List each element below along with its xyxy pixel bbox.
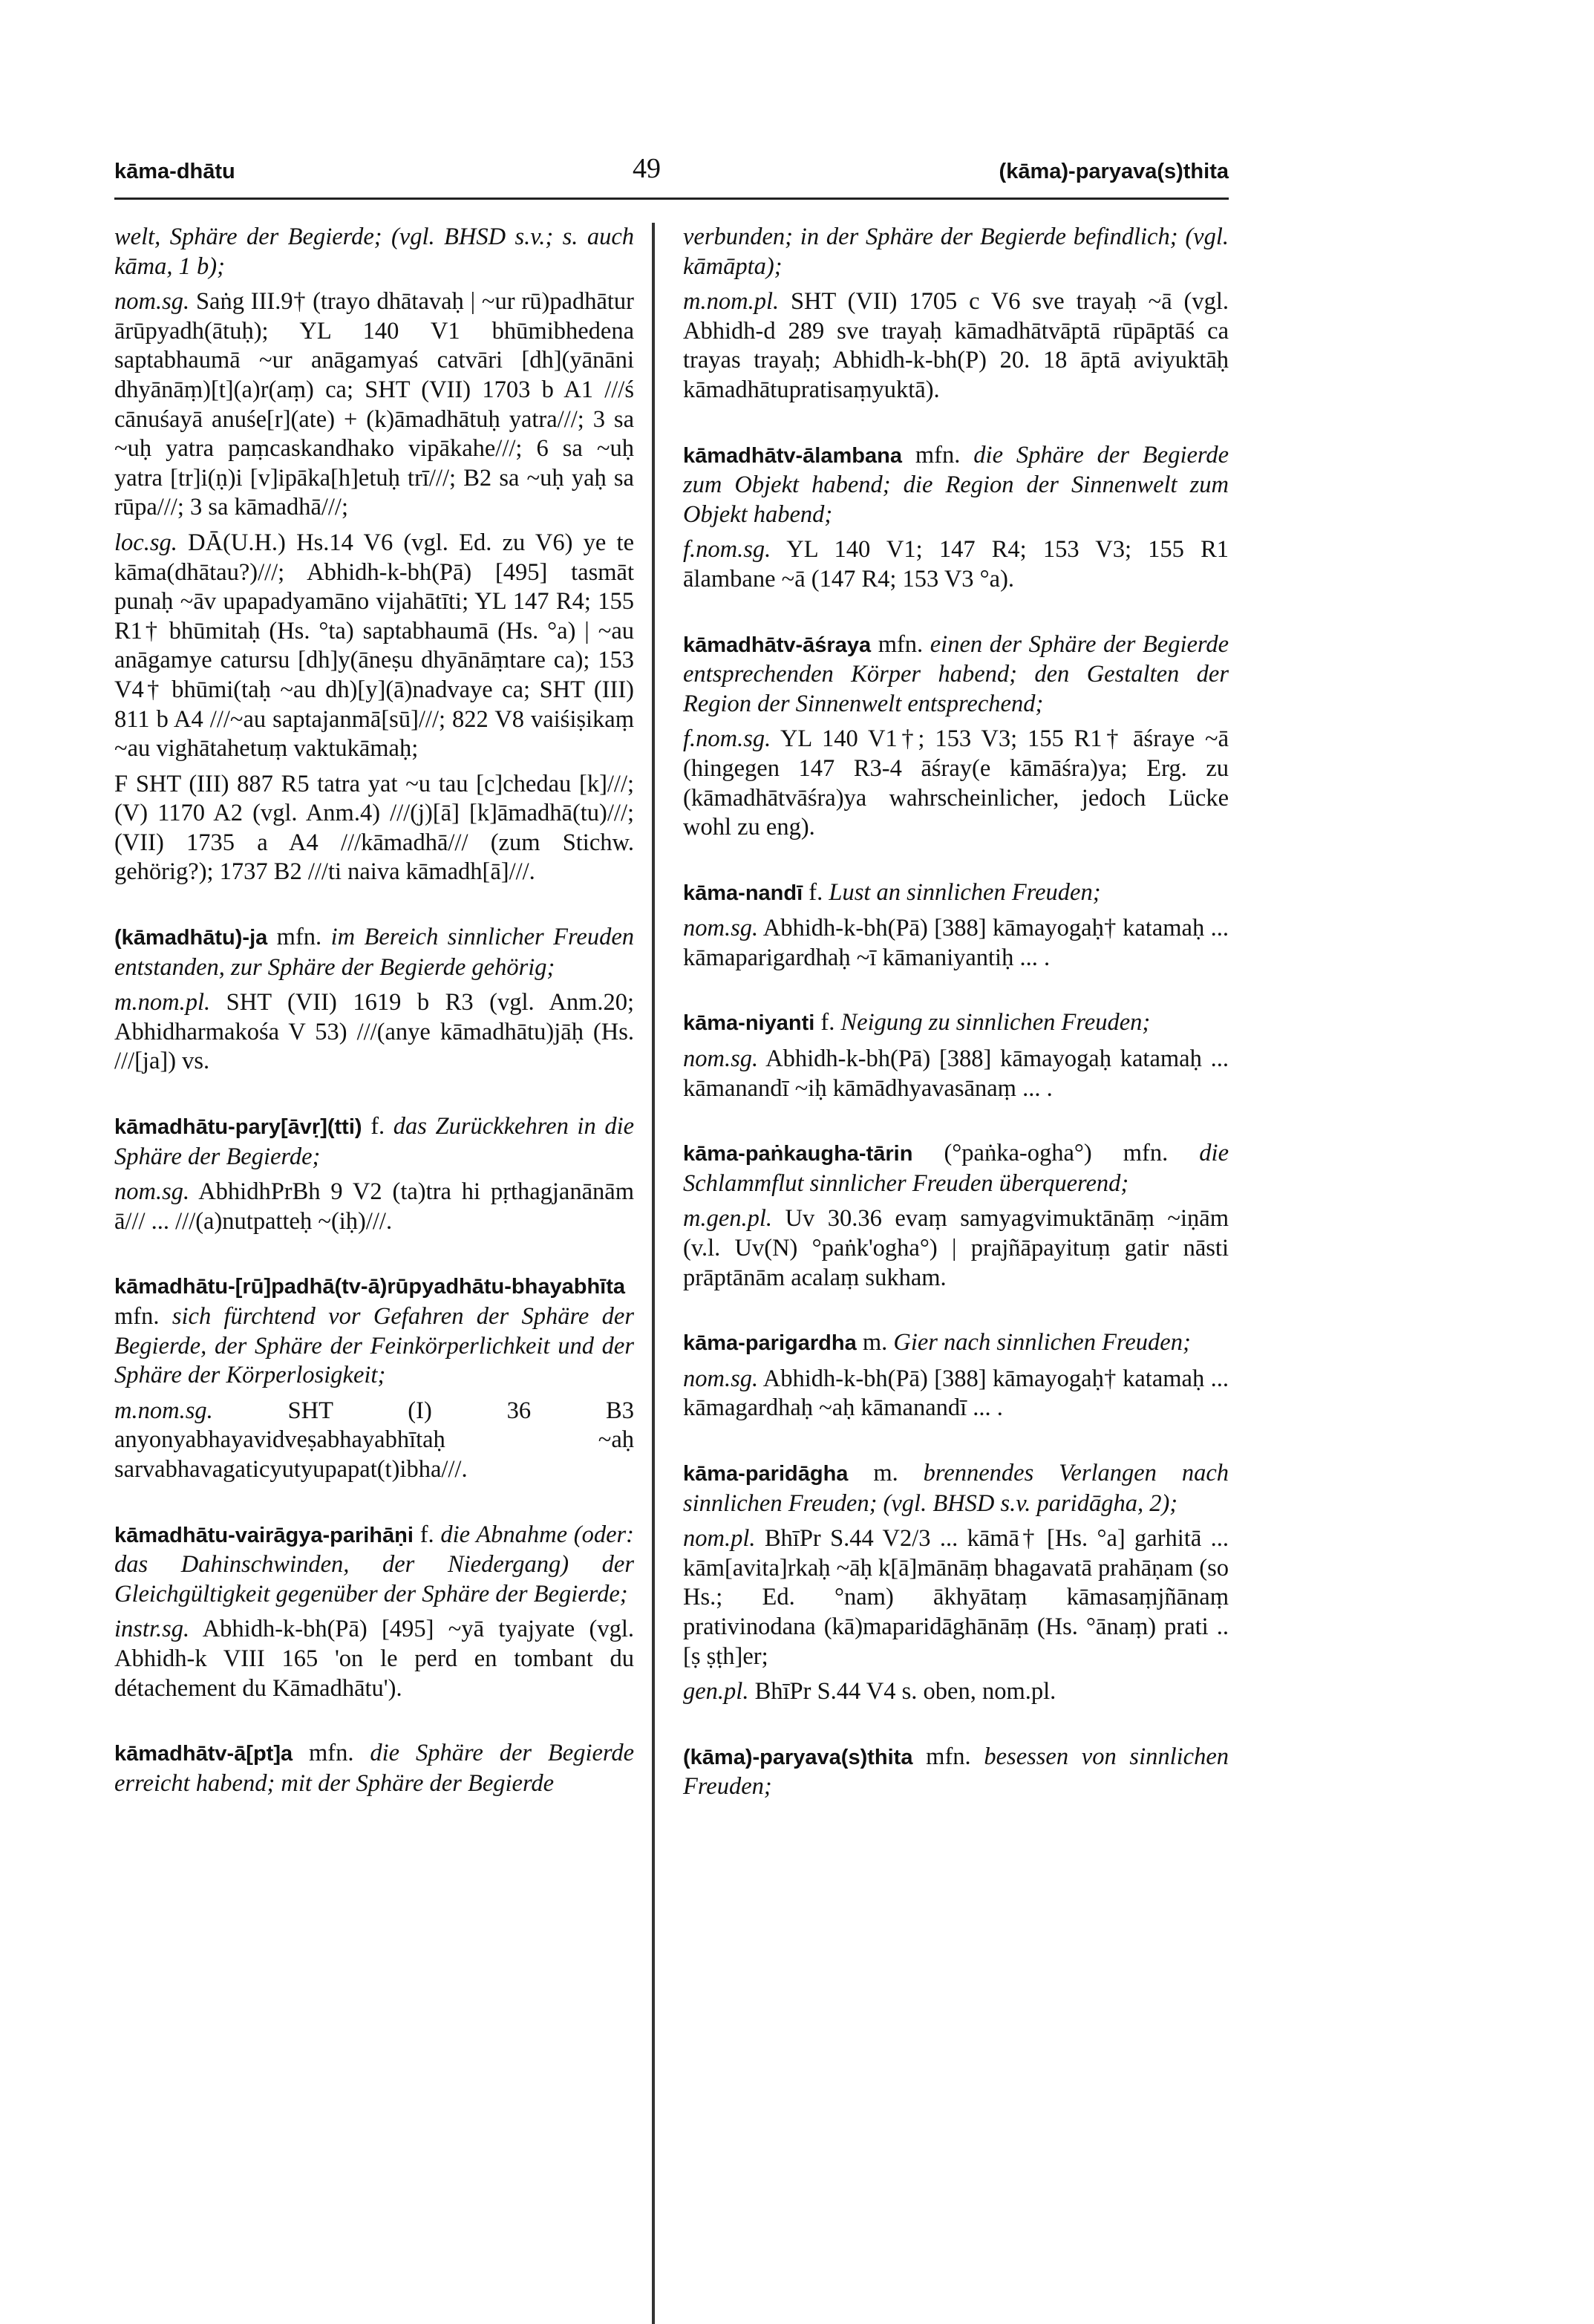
definition: Gier nach sinnlichen Freuden; [893,1329,1191,1357]
definition: welt, Sphäre der Begierde; (vgl. BHSD s.v.; s. auch kāma, 1 b); [114,223,634,280]
right-column [683,223,1229,1802]
entry-kamadhatv-alambana [683,441,1229,595]
citation: Abhidh-k-bh(Pā) [388] kāmayogaḥ katamaḥ ... kāmanandī ~iḥ kāmādhyavasānaṃ ... . [683,1045,1229,1102]
headword: kāmadhātv-ā[pt]a [114,1742,293,1766]
part-of-speech: mfn. [114,1303,160,1330]
grammar-label: instr.sg. [114,1616,190,1643]
fragment-label: F [114,770,128,797]
definition: Lust an sinnlichen Freuden; [829,878,1101,906]
definition: im Bereich sinnlicher Freuden entstanden, zur Sphäre der Begierde gehörig; [114,924,634,981]
part-of-speech: m. [873,1460,898,1486]
headword: (kāma)-paryava(s)thita [683,1745,913,1769]
grammar-label: loc.sg. [114,529,177,556]
entry-kama-paryavasthita [683,1743,1229,1802]
headword: kāmadhātu-vairāgya-parihāṇi [114,1523,414,1547]
definition: die Sphäre der Begierde zum Objekt habend; die Region der Sinnenwelt zum Objekt habend; [683,441,1229,528]
citation: SHT (VII) 1619 b R3 (vgl. Anm.20; Abhidharmakośa V 53) ///(anye kāmadhātu)jāḥ (Hs. ///[ja]) vs. [114,989,634,1075]
entry-kama-pankaugha-tarin [683,1139,1229,1293]
part-of-speech: f. [820,1009,835,1037]
entry-kamadhatu-continued [114,223,634,887]
definition: brennendes Verlangen nach sinnlichen Freuden; (vgl. BHSD s.v. paridāgha, 2); [683,1460,1229,1517]
entry-kama-paridagha [683,1459,1229,1707]
citation: SHT (III) 887 R5 tatra yat ~u tau [c]chedau [k]///; (V) 1170 A2 (vgl. Anm.4) ///(j)[ā] [k]āmadhā(tu)///; (VII) 1735 a A4 ///kāmadhā/// (zum Stichw. gehörig?); 1737 B2 ///ti naiva kāmadh[ā]///. [114,770,635,886]
headword: kāmadhātv-ālambana [683,443,902,468]
part-of-speech: mfn. [309,1740,354,1767]
definition: die Schlammflut sinnlicher Freuden überquerend; [683,1140,1229,1197]
part-of-speech: f. [419,1521,434,1548]
citation: Abhidh-k-bh(Pā) [388] kāmayogaḥ† katamaḥ ... kāmaparigardhaḥ ~ī kāmaniyantiḥ ... . [683,915,1229,971]
grammar-label: m.nom.pl. [114,989,211,1016]
column-divider [652,223,655,2324]
header-left-guideword: kāma-dhātu [114,160,235,183]
headword: kāma-parigardha [683,1331,857,1356]
grammar-label: gen.pl. [683,1678,749,1706]
grammar-label: nom.sg. [114,288,190,316]
definition: das Zurückkehren in die Sphäre der Begierde; [114,1113,635,1170]
citation: BhīPr S.44 V4 s. oben, nom.pl. [754,1678,1056,1706]
part-of-speech: mfn. [276,924,322,951]
entry-kamadhatu-paryavrtti [114,1112,634,1236]
part-of-speech: f. [809,878,823,906]
headword: kāmadhātv-āśraya [683,633,872,657]
citation: Saṅg III.9† (trayo dhātavaḥ | ~ur rū)padhātur ārūpyadh(ātuḥ); YL 140 V1 bhūmibhedena saptabhaumā ~ur anāgamyaś catvāri [dh](yānāni dhyānāṃ)[t](a)r(aṃ) ca; SHT (VII) 1703 b A1 ///ś cānuśayā anuśe[r](ate) + (k)āmadhātuḥ yatra///; 3 sa ~uḥ yatra paṃcaskandhako vipākahe///; 6 sa ~uḥ yatra [tr]i(ṇ)i [v]ipāka[h]etuḥ trī///; B2 sa ~uḥ yaḥ sa rūpa///; 3 sa kāmadhā///; [114,288,635,521]
part-of-speech: f. [370,1113,385,1140]
citation: Abhidh-k-bh(Pā) [388] kāmayogaḥ† katamaḥ ... kāmagardhaḥ ~aḥ kāmanandī ... . [683,1365,1229,1422]
headword: kāma-nandī [683,881,803,905]
headword: kāma-paṅkaugha-tārin [683,1142,913,1166]
grammar-label: nom.sg. [683,1365,759,1392]
grammar-label: f.nom.sg. [683,725,771,753]
entry-kama-nandi [683,878,1229,973]
grammar-label: nom.sg. [683,1045,759,1073]
entry-kamadhatv-apta [114,1739,634,1798]
running-head [114,152,1228,197]
part-of-speech: mfn. [915,441,961,469]
entry-kama-parigardha [683,1328,1229,1423]
citation: SHT (VII) 1705 c V6 sve trayaḥ ~ā (vgl. Abhidh-d 289 sve trayaḥ kāmadhātvāptā rūpāptāś ca trayas trayaḥ; Abhidh-k-bh(P) 20. 18 āptā aviyuktāḥ kāmadhātupratisaṃyuktā). [683,288,1229,403]
part-of-speech: mfn. [926,1743,971,1770]
grammar-label: nom.sg. [683,915,759,942]
page-number: 49 [633,153,661,184]
grammar-label: f.nom.sg. [683,536,771,564]
headword: kāmadhātu-[rū]padhā(tv-ā)rūpyadhātu-bhayabhīta [114,1275,625,1299]
citation: YL 140 V1†; 153 V3; 155 R1† āśraye ~ā (hingegen 147 R3-4 āśray(e kāmāśra)ya; Erg. zu (kāmadhātvāśra)ya wahrscheinlicher, jedoch Lücke wohl zu eng). [683,725,1229,841]
citation: SHT (I) 36 B3 anyonyabhayavidveṣabhayabhītaḥ ~aḥ sarvabhavagaticyutyupapat(t)ibha///. [114,1397,634,1483]
definition: die Abnahme (oder: das Dahinschwinden, der Niedergang) der Gleichgültigkeit gegenüber der Sphäre der Begierde; [114,1521,635,1607]
left-column [114,223,634,1798]
entry-kamadhatu-vairagya-parihani [114,1521,634,1704]
grammar-label: m.gen.pl. [683,1205,773,1233]
header-right-guideword: (kāma)-paryava(s)thita [999,160,1229,183]
headword-variant: (°paṅka-ogha°) [944,1140,1092,1167]
definition: einen der Sphäre der Begierde entsprechenden Körper habend; den Gestalten der Region der Sinnenwelt entsprechend; [683,630,1229,717]
headword: kāma-paridāgha [683,1462,849,1486]
entry-kamadhatv-asraya [683,630,1229,843]
grammar-label: nom.sg. [114,1178,190,1206]
entry-kama-niyanti [683,1008,1229,1103]
definition: Neigung zu sinnlichen Freuden; [840,1009,1151,1037]
citation: AbhidhPrBh 9 V2 (ta)tra hi pṛthagjanānām ā/// ... ///(a)nutpatteḥ ~(iḥ)///. [114,1178,634,1235]
citation: YL 140 V1; 147 R4; 153 V3; 155 R1 ālambane ~ā (147 R4; 153 V3 °a). [683,536,1229,593]
headword: kāmadhātu-pary[āvṛ](tti) [114,1115,362,1140]
definition: besessen von sinnlichen Freuden; [683,1743,1229,1801]
citation: Abhidh-k-bh(Pā) [495] ~yā tyajyate (vgl. Abhidh-k VIII 165 'on le perd en tombant du détachement du Kāmadhātu'). [114,1616,634,1702]
header-rule [114,198,1229,200]
citation: DĀ(U.H.) Hs.14 V6 (vgl. Ed. zu V6) ye te kāma(dhātau?)///; Abhidh-k-bh(Pā) [495] tasmāt punaḥ ~āv upapadyamāno vijahātīti; YL 147 R4; 155 R1† bhūmitaḥ (Hs. °ta) saptabhaumā (Hs. °a) | ~au anāgamye catursu [dh]y(āneṣu dhyānāṃtare ca); 153 V4† bhūmi(taḥ ~au dh)[y](ā)nadvaye ca; SHT (III) 811 b A4 ///~au saptajanmā[sū]///; 822 V8 vaiśiṣikaṃ ~au vighātahetuṃ vaktukāmaḥ; [114,529,635,763]
part-of-speech: m. [862,1329,888,1357]
definition: die Sphäre der Begierde erreicht habend; mit der Sphäre der Begierde [114,1740,635,1797]
grammar-label: m.nom.pl. [683,288,780,316]
citation: Uv 30.36 evaṃ samyagvimuktānāṃ ~iṇām (v.l. Uv(N) °paṅk'ogha°) | prajñāpayituṃ gatir nāsti prāptānām acalaṃ sukham. [683,1205,1229,1291]
definition: sich fürchtend vor Gefahren der Sphäre der Begierde, der Sphäre der Feinkörperlichkeit und der Sphäre der Körperlosigkeit; [114,1303,634,1389]
entry-kamadhatu-ja [114,923,634,1077]
headword: kāma-niyanti [683,1011,815,1036]
grammar-label: m.nom.sg. [114,1397,213,1424]
grammar-label: nom.pl. [683,1525,756,1553]
entry-kamadhatv-apta-continued [683,223,1229,405]
citation: BhīPr S.44 V2/3 ... kāmā† [Hs. °a] garhitā ... kām[avita]rkaḥ ~āḥ k[ā]mānāṃ bhagavatā prahāṇam (so Hs.; Ed. °nam) ākhyātaṃ kāmasaṃjñānaṃ prativinodana (kā)maparidāghānāṃ (Hs. °ānaṃ) prati .. [ṣ ṣṭh]er; [683,1525,1229,1670]
entry-kamadhatu-rupadhatu-bhayabhita [114,1272,634,1484]
part-of-speech: mfn. [878,630,924,658]
headword: (kāmadhātu)-ja [114,926,268,950]
part-of-speech: mfn. [1123,1140,1169,1167]
definition: verbunden; in der Sphäre der Begierde befindlich; (vgl. kāmāpta); [683,223,1229,280]
